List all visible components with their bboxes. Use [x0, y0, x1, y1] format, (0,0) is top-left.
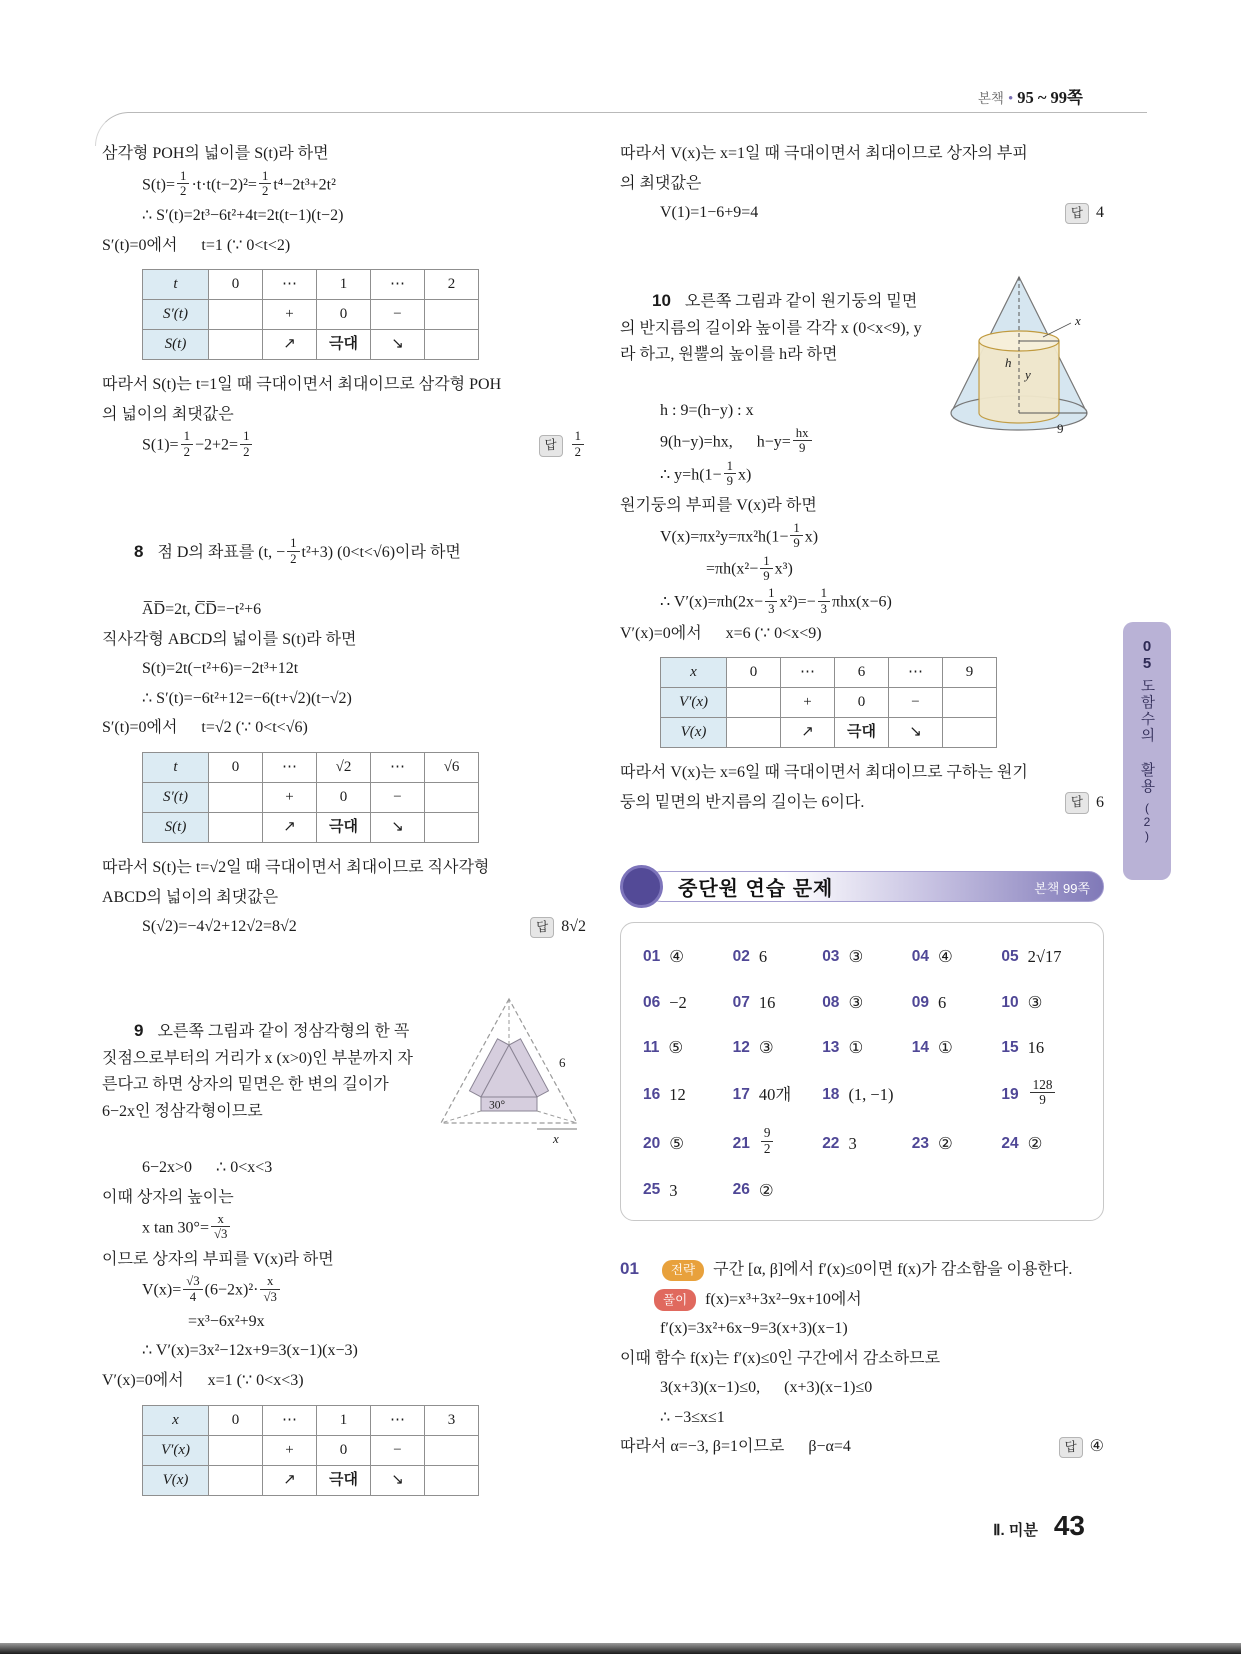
- figure-cone-cylinder: [939, 263, 1104, 448]
- table-cell: 극대: [317, 1465, 371, 1495]
- fraction: $\frac{x}{√3}$: [260, 1274, 279, 1304]
- answer-value: ②: [1027, 1133, 1043, 1153]
- answer-value: ④: [938, 947, 953, 967]
- table-cell: [943, 688, 997, 718]
- problem-first-line: [102, 511, 586, 594]
- math-line: f(x)=x³+3x²−9x+10에서: [705, 1290, 862, 1308]
- answer-item: [733, 989, 819, 1016]
- answer-number: 23: [911, 1134, 930, 1152]
- answer-number: 16: [643, 1085, 661, 1103]
- math-line: V′(x)=0에서 x=6 (∵ 0<x<9): [620, 624, 822, 642]
- figure-label-30deg: 30°: [489, 1099, 506, 1112]
- answer-item: [643, 1177, 729, 1204]
- solution-text: 따라서 S(t)는 t=√2일 때 극대이면서 최대이므로 직사각형: [102, 859, 490, 877]
- answer-number: 19: [1001, 1085, 1019, 1103]
- table-cell: [425, 783, 479, 813]
- table-cell: ⋯: [263, 753, 317, 783]
- table-cell: 0: [317, 783, 371, 813]
- table-cell: 0: [209, 753, 263, 783]
- table-cell: ↘: [371, 330, 425, 360]
- fraction: $\frac{hx}{9}$: [793, 426, 812, 456]
- table-cell: +: [263, 1435, 317, 1465]
- table-cell: √2: [317, 753, 371, 783]
- solution-badge: 풀이: [654, 1289, 696, 1311]
- answer-number: 17: [732, 1085, 750, 1103]
- answer-item: [643, 989, 729, 1016]
- table-cell: 0: [727, 658, 781, 688]
- solution-text: 둥의 밑면의 반지름의 길이는 6이다.: [620, 793, 865, 811]
- answer-line: [620, 200, 1104, 227]
- footer-chapter: Ⅱ. 미분: [993, 1522, 1038, 1539]
- answer-line: [620, 790, 1104, 817]
- math-line: x tan 30°= $\frac{x}{√3}$: [102, 1214, 586, 1244]
- answer-item: [912, 943, 998, 970]
- answer-value: 3: [848, 1133, 857, 1153]
- solution-text: 의 넓이의 최댓값은: [102, 405, 234, 423]
- solution-text: 의 최댓값은: [620, 174, 702, 192]
- math-line: =x³−6x²+9x: [188, 1312, 265, 1330]
- answer-number: 18: [822, 1085, 840, 1103]
- math-line: ∴ S′(t)=2t³−6t²+4t=2t(t−1)(t−2): [142, 207, 344, 225]
- solution-text: 따라서 V(x)는 x=1일 때 극대이면서 최대이므로 상자의 부피: [620, 145, 1028, 162]
- problem-01-solution: [620, 1255, 1104, 1461]
- answer-value: 16: [1027, 1038, 1045, 1058]
- math-line: ∴ V′(x)=πh(2x− $\frac{1}{3}$ x²)=− $\frac{1}{3}$ πhx(x−6): [660, 586, 892, 616]
- practice-answers-section: [620, 864, 1104, 1221]
- table-cell: [209, 783, 263, 813]
- answer-number: 21: [732, 1134, 750, 1152]
- problem-text: 오른쪽 그림과 같이 원기둥의 밑면의 반지름의 길이와 높이를 각각 x (0<x<9), y라 하고, 원뿔의 높이를 h라 하면: [620, 293, 922, 364]
- table-cell: ↗: [263, 813, 317, 843]
- increase-decrease-table: [142, 269, 479, 360]
- answer-item: [1001, 943, 1087, 970]
- fraction: $\frac{1}{9}$: [790, 521, 802, 551]
- solution-text: 이때 함수 f(x)는 f′(x)≤0인 구간에서 감소하므로: [620, 1349, 941, 1367]
- math-line: ∴ −3≤x≤1: [660, 1408, 725, 1426]
- solution-7-continued: [102, 141, 586, 461]
- math-line: =πh(x²− $\frac{1}{9}$ x³): [706, 553, 793, 583]
- answer-value: ③: [848, 947, 864, 967]
- fraction: $\frac{x}{√3}$: [211, 1212, 230, 1242]
- table-header-cell: V′(x): [661, 688, 727, 718]
- table-cell: ⋯: [263, 270, 317, 300]
- answer-value: ③: [848, 992, 864, 1012]
- math-line: V(x)=πx²y=πx²h(1− $\frac{1}{9}$ x): [660, 520, 819, 551]
- answer-value: [1028, 1076, 1058, 1111]
- answer-number: 04: [911, 948, 930, 966]
- table-cell: ⋯: [781, 658, 835, 688]
- answer-value: ③: [758, 1038, 774, 1058]
- figure-label-6: 6: [559, 1054, 566, 1070]
- math-line: ∴ V′(x)=3x²−12x+9=3(x−1)(x−3): [142, 1342, 358, 1360]
- answer-item: [1001, 989, 1087, 1016]
- header-page-range: 95 ~ 99쪽: [1017, 88, 1083, 107]
- answer-item: [643, 1034, 729, 1061]
- answer-item: [733, 1177, 819, 1204]
- math-line: V(x)= $\frac{√3}{4}$ (6−2x)²· $\frac{x}{√3}$: [102, 1276, 586, 1306]
- table-cell: −: [371, 1435, 425, 1465]
- answer-value: 16: [758, 992, 776, 1012]
- table-header-cell: x: [143, 1405, 209, 1435]
- answer-number: 26: [732, 1181, 750, 1199]
- table-cell: ⋯: [371, 270, 425, 300]
- answer-value: ⑤: [669, 1133, 685, 1153]
- answer-item: [822, 1034, 908, 1061]
- answer-number: 14: [911, 1038, 930, 1056]
- answer-item: [822, 1080, 997, 1111]
- table-cell: ↘: [371, 813, 425, 843]
- table-cell: 극대: [317, 330, 371, 360]
- figure-label-h: h: [1005, 354, 1012, 370]
- table-cell: −: [371, 300, 425, 330]
- math-line: f′(x)=3x²+6x−9=3(x+3)(x−1): [660, 1320, 848, 1338]
- answer-number: 10: [1001, 993, 1019, 1011]
- practice-title: 중단원 연습 문제: [678, 878, 834, 901]
- math-line: 3(x+3)(x−1)≤0, (x+3)(x−1)≤0: [660, 1379, 873, 1397]
- page-footer: [993, 1510, 1085, 1542]
- table-cell: 극대: [317, 813, 371, 843]
- answer-item: [912, 989, 998, 1016]
- answer-item: [643, 1080, 729, 1111]
- table-cell: [425, 300, 479, 330]
- solution-9-conclusion: [620, 141, 1104, 227]
- answer-item: [822, 943, 908, 970]
- header-bullet: •: [1007, 91, 1014, 107]
- figure-label-x: x: [1075, 312, 1081, 328]
- solution-text: 이때 상자의 높이는: [102, 1188, 234, 1206]
- answer-value: ③: [1027, 992, 1043, 1012]
- table-cell: [727, 718, 781, 748]
- table-cell: [209, 300, 263, 330]
- increase-decrease-table: [142, 1405, 479, 1496]
- fraction: $\frac{1}{2}$: [259, 169, 271, 199]
- math-line: V′(x)=0에서 x=1 (∵ 0<x<3): [102, 1372, 304, 1389]
- table-header-cell: S(t): [143, 813, 209, 843]
- math-line: S′(t)=0에서 t=√2 (∵ 0<t<√6): [102, 719, 308, 737]
- answer-item: [733, 943, 819, 970]
- answer-value: 12: [669, 1085, 686, 1105]
- math-line: S′(t)=0에서 t=1 (∵ 0<t<2): [102, 236, 291, 254]
- math-line: S(t)= $\frac{1}{2}$ ·t·t(t−2)²= $\frac{1}{2}$ t⁴−2t³+2t²: [142, 168, 336, 198]
- table-cell: 2: [425, 270, 479, 300]
- table-header-cell: x: [661, 658, 727, 688]
- answer-value: 40개: [758, 1085, 792, 1105]
- answer-expression: S(1)= $\frac{1}{2}$ −2+2= $\frac{1}{2}$: [102, 431, 254, 461]
- strategy-line: [620, 1255, 1104, 1284]
- answer-badge: 답: [530, 917, 554, 939]
- answer: [1065, 790, 1104, 817]
- table-header-cell: V′(x): [143, 1435, 209, 1465]
- answer-item: [733, 1034, 819, 1061]
- table-cell: −: [371, 783, 425, 813]
- answer-number: 20: [643, 1134, 661, 1152]
- table-header-cell: V(x): [143, 1465, 209, 1495]
- table-cell: [425, 330, 479, 360]
- answer-value: ①: [848, 1038, 864, 1058]
- answer-value: ⑤: [668, 1038, 684, 1058]
- fraction: $\frac{1}{2}$: [240, 429, 252, 459]
- answer-item: [822, 989, 908, 1016]
- answer-value: [570, 431, 586, 461]
- answer-badge: 답: [539, 435, 563, 457]
- answer-value: 4: [1096, 204, 1104, 222]
- fraction: $\frac{1}{9}$: [724, 459, 736, 489]
- fraction: $\frac{1}{2}$: [177, 169, 189, 199]
- answer-item: [912, 1128, 998, 1159]
- answer-number: 08: [822, 993, 840, 1011]
- answer: [1059, 1434, 1104, 1461]
- answer-number: 15: [1001, 1038, 1019, 1056]
- fraction: $\frac{9}{2}$: [761, 1126, 774, 1157]
- answer-item: [1001, 1034, 1087, 1061]
- table-cell: [209, 330, 263, 360]
- table-cell: 1: [317, 270, 371, 300]
- solution-text: 따라서 α=−3, β=1이므로 β−α=4: [620, 1438, 851, 1456]
- table-cell: ⋯: [371, 753, 425, 783]
- strategy-badge: 전략: [662, 1260, 704, 1282]
- problem-number: 9: [134, 1021, 144, 1041]
- answer-number: 11: [643, 1038, 660, 1056]
- table-cell: −: [889, 688, 943, 718]
- math-line: S(t)=2t(−t²+6)=−2t³+12t: [142, 660, 299, 678]
- answer-value: −2: [669, 992, 687, 1012]
- table-cell: 0: [209, 270, 263, 300]
- answer-number: 03: [822, 948, 840, 966]
- table-cell: [209, 813, 263, 843]
- fraction: $\frac{1}{2}$: [181, 429, 193, 459]
- solution-text: ABCD의 넓이의 최댓값은: [102, 888, 279, 906]
- table-cell: 3: [425, 1405, 479, 1435]
- figure-label-x: x: [553, 1130, 559, 1145]
- math-line: ∴ y=h(1− $\frac{1}{9}$ x): [660, 458, 752, 488]
- table-cell: 0: [835, 688, 889, 718]
- practice-book-ref: 본책 99쪽: [1034, 881, 1090, 897]
- problem-number: 01: [620, 1259, 639, 1279]
- answer-value: ②: [758, 1180, 774, 1200]
- solution-10: [620, 261, 1104, 817]
- answer-value: ②: [938, 1133, 953, 1153]
- solution-text: 이므로 상자의 부피를 V(x)라 하면: [102, 1250, 334, 1268]
- table-cell: [425, 813, 479, 843]
- solution-text: 직사각형 ABCD의 넓이를 S(t)라 하면: [102, 630, 357, 648]
- strategy-text: 구간 [α, β]에서 f′(x)≤0이면 f(x)가 감소함을 이용한다.: [713, 1261, 1073, 1279]
- answer-value: 2√17: [1027, 947, 1062, 967]
- math-line: 6−2x>0 ∴ 0<x<3: [142, 1158, 273, 1176]
- table-cell: √6: [425, 753, 479, 783]
- table-cell: 0: [209, 1405, 263, 1435]
- answer-item: [1001, 1128, 1087, 1159]
- answer-number: 01: [643, 948, 661, 966]
- table-cell: ⋯: [889, 658, 943, 688]
- answer-item: [733, 1080, 819, 1111]
- table-header-cell: t: [143, 270, 209, 300]
- chapter-title: 도함수의 활용: [1138, 678, 1155, 795]
- footer-page-number: 43: [1053, 1510, 1085, 1541]
- answer-number: 09: [911, 993, 930, 1011]
- fraction: $\frac{1}{3}$: [765, 586, 777, 616]
- table-cell: [425, 1435, 479, 1465]
- answer-item: [912, 1034, 998, 1061]
- table-header-cell: S′(t): [143, 300, 209, 330]
- table-cell: 9: [943, 658, 997, 688]
- answer: [539, 431, 586, 461]
- solution-text: 따라서 S(t)는 t=1일 때 극대이면서 최대이므로 삼각형 POH: [102, 376, 502, 394]
- answer-value: 3: [669, 1180, 678, 1200]
- table-cell: [209, 1465, 263, 1495]
- answer-value: ④: [1089, 1438, 1104, 1456]
- fraction: $\frac{1}{3}$: [818, 586, 830, 616]
- answer-badge: 답: [1059, 1437, 1083, 1459]
- table-cell: ↗: [263, 1465, 317, 1495]
- answer-item: [643, 1128, 729, 1159]
- answer-number: 22: [822, 1134, 840, 1152]
- table-cell: +: [263, 783, 317, 813]
- table-cell: ⋯: [263, 1405, 317, 1435]
- solution-9: [102, 991, 586, 1496]
- page-header: [978, 84, 1083, 108]
- answer-item: [1001, 1076, 1087, 1111]
- answer-number: 05: [1001, 948, 1019, 966]
- table-header-cell: V(x): [661, 718, 727, 748]
- table-cell: [727, 688, 781, 718]
- fraction: $\frac{1}{2}$: [287, 536, 299, 566]
- problem-text: 오른쪽 그림과 같이 정삼각형의 한 꼭짓점으로부터의 거리가 x (x>0)인 부분까지 자른다고 하면 상자의 밑면은 한 변의 길이가 6−2x인 정삼각형이므로: [102, 1023, 413, 1120]
- math-line: ∴ S′(t)=−6t²+12=−6(t+√2)(t−√2): [142, 689, 352, 707]
- solution-start-line: [620, 1287, 1104, 1314]
- math-line: h : 9=(h−y) : x: [660, 402, 754, 420]
- answer-number: 06: [643, 993, 661, 1011]
- answer-expression: S(√2)=−4√2+12√2=8√2: [142, 918, 297, 936]
- fraction: $\frac{1}{9}$: [760, 554, 772, 584]
- left-column: [102, 138, 586, 1508]
- answer-badge: 답: [1065, 203, 1089, 225]
- table-cell: ↗: [781, 718, 835, 748]
- table-header-cell: S′(t): [143, 783, 209, 813]
- chapter-side-tab: [1123, 622, 1171, 880]
- figure-label-y: y: [1025, 366, 1031, 382]
- figure-triangle-box-net: [431, 993, 586, 1145]
- math-line: A̅D̅=2t, C̅D̅=−t²+6: [142, 601, 262, 619]
- right-column: [620, 138, 1104, 1464]
- problem-number: 10: [652, 291, 671, 311]
- answer-value: 8√2: [561, 918, 586, 936]
- solution-text: 삼각형 POH의 넓이를 S(t)라 하면: [102, 145, 329, 162]
- increase-decrease-table: [142, 752, 479, 843]
- answer-line: [102, 431, 586, 461]
- table-cell: ↘: [889, 718, 943, 748]
- answer-number: 07: [732, 993, 750, 1011]
- table-cell: ⋯: [371, 1405, 425, 1435]
- table-cell: ↘: [371, 1465, 425, 1495]
- answer-number: 02: [732, 948, 750, 966]
- solution-text: 원기둥의 부피를 V(x)라 하면: [620, 497, 817, 515]
- table-cell: 0: [317, 1435, 371, 1465]
- table-cell: 0: [317, 300, 371, 330]
- answer-number: 12: [732, 1038, 750, 1056]
- table-cell: [425, 1465, 479, 1495]
- answer-value: 6: [758, 947, 768, 967]
- increase-decrease-table: [660, 657, 997, 748]
- answer-number: 24: [1001, 1134, 1019, 1152]
- answer-value: (1, −1): [848, 1085, 894, 1105]
- answer-number: 13: [822, 1038, 840, 1056]
- table-cell: +: [781, 688, 835, 718]
- answer-item: [643, 943, 729, 970]
- answer-value: [759, 1125, 776, 1159]
- chapter-number: 05: [1138, 638, 1156, 672]
- answer-line: [620, 1434, 1104, 1461]
- table-cell: [943, 718, 997, 748]
- math-line: 9(h−y)=hx, h−y= $\frac{hx}{9}$: [620, 428, 1104, 458]
- problem-number: 8: [134, 541, 144, 561]
- answer-badge: 답: [1065, 792, 1089, 814]
- solution-text: 따라서 V(x)는 x=6일 때 극대이면서 최대이므로 구하는 원기: [620, 764, 1028, 782]
- practice-header-circle: [620, 865, 663, 908]
- answer: [1065, 200, 1104, 227]
- answer-value: ①: [938, 1038, 953, 1058]
- table-header-cell: t: [143, 753, 209, 783]
- table-cell: ↗: [263, 330, 317, 360]
- table-cell: +: [263, 300, 317, 330]
- table-header-cell: S(t): [143, 330, 209, 360]
- answers-grid: [620, 922, 1104, 1221]
- practice-header: [620, 864, 1104, 910]
- header-book-label: 본책: [977, 91, 1004, 106]
- fraction: $\frac{1}{2}$: [572, 429, 584, 459]
- fraction: $\frac{128}{9}$: [1030, 1078, 1056, 1109]
- table-cell: 극대: [835, 718, 889, 748]
- table-cell: 1: [317, 1405, 371, 1435]
- answer-value: ④: [669, 947, 685, 967]
- table-cell: 6: [835, 658, 889, 688]
- scan-edge: [0, 1643, 1241, 1654]
- table-cell: [209, 1435, 263, 1465]
- chapter-subtitle: (2): [1140, 801, 1154, 843]
- fraction: $\frac{√3}{4}$: [183, 1274, 202, 1304]
- answer-item: [822, 1128, 908, 1159]
- solution-8: [102, 511, 586, 941]
- answer-line: [102, 914, 586, 941]
- problem-text: 점 D의 좌표를 (t, − $\frac{1}{2}$ t²+3) (0<t<√6)이라 하면: [157, 536, 461, 566]
- answer-number: 25: [643, 1181, 661, 1199]
- answer-value: 6: [938, 992, 947, 1012]
- answer-value: 6: [1096, 793, 1104, 811]
- answer: [530, 914, 586, 941]
- answer-expression: V(1)=1−6+9=4: [660, 204, 759, 222]
- figure-label-9: 9: [1057, 420, 1064, 436]
- answer-item: [732, 1125, 819, 1159]
